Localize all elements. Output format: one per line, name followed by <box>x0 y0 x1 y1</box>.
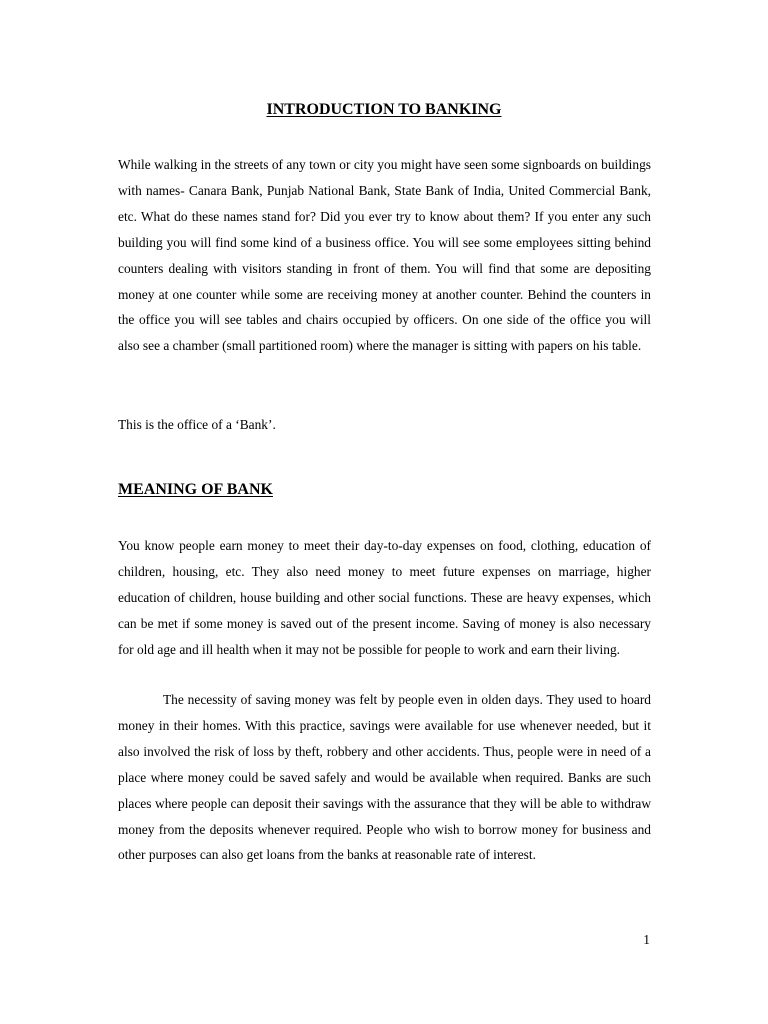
meaning-paragraph-2: The necessity of saving money was felt by people even in olden days. They used to hoard money in their homes. With this practice, savings were available for use whenever needed, but it also involved the risk of loss by theft, robbery and other accidents. Thus, people were in need of a place where money could be saved safely and would be available when required. Banks are such places where people can deposit their savings with the assurance that they will be able to withdraw money from the deposits whenever required. People who wish to borrow money for business and other purposes can also get loans from the banks at reasonable rate of interest. <box>118 692 651 863</box>
page-number: 1 <box>643 932 650 947</box>
section-heading: MEANING OF BANK <box>118 481 273 498</box>
intro-paragraph: While walking in the streets of any town or city you might have seen some signboards on buildings with names- Canara Bank, Punjab National Bank, State Bank of India, United Commercial Bank, etc. What do these names stand for? Did you ever try to know about them? If you enter any such building you will find some kind of a business office. You will see some employees sitting behind counters dealing with visitors standing in front of them. You will find that some are depositing money at one counter while some are receiving money at another counter. Behind the counters in the office you will see tables and chairs occupied by officers. On one side of the office you will also see a chamber (small partitioned room) where the manager is sitting with papers on his table. <box>118 157 651 354</box>
page-title: INTRODUCTION TO BANKING <box>266 101 502 118</box>
intro-closing-line: This is the office of a ‘Bank’. <box>118 417 276 432</box>
meaning-paragraph-1: You know people earn money to meet their day-to-day expenses on food, clothing, education of children, housing, etc. They also need money to meet future expenses on marriage, higher education of children, house building and other social functions. These are heavy expenses, which can be met if some money is saved out of the present income. Saving of money is also necessary for old age and ill health when it may not be possible for people to work and earn their living. <box>118 538 651 657</box>
